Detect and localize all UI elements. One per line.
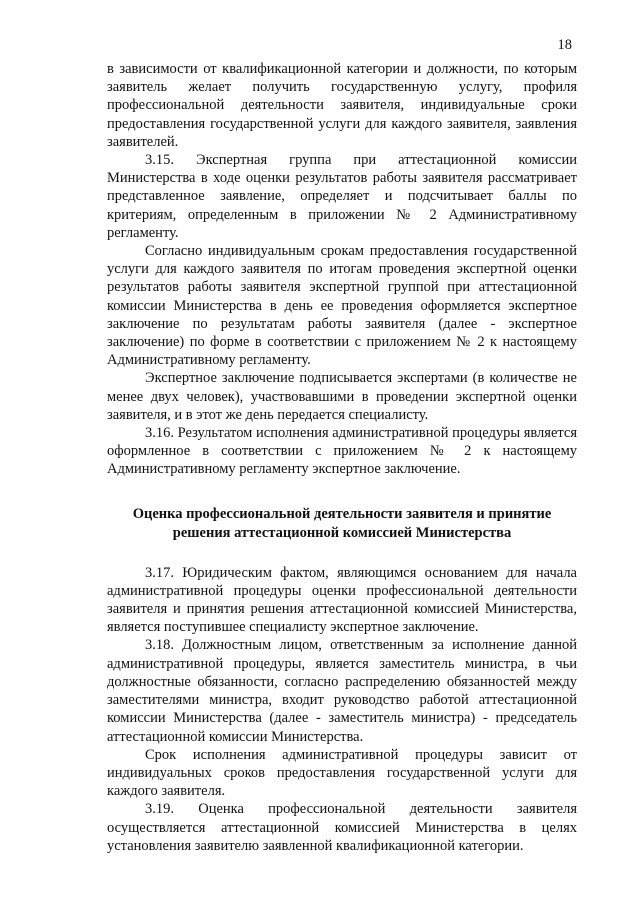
- paragraph-deadline: Срок исполнения административной процедуры зависит от индивидуальных сроков предоставления государственной услуги для каждого заявителя.: [107, 746, 577, 800]
- section-heading-line-2: решения аттестационной комиссией Министерства: [172, 524, 512, 541]
- document-body: [107, 60, 577, 855]
- page-number: 18: [557, 37, 572, 53]
- paragraph-continuation: в зависимости от квалификационной категории и должности, по которым заявитель желает получить государственную услугу, профиля профессиональной деятельности заявителя, индивидуальные сроки предоставления государственной услуги для каждого заявителя, заявления заявителей.: [107, 61, 577, 150]
- paragraph-3-19: 3.19. Оценка профессиональной деятельности заявителя осуществляется аттестационной комиссией Министерства в целях установления заявителю заявленной квалификационной категории.: [107, 801, 577, 854]
- paragraph-individual-terms: Согласно индивидуальным срокам предоставления государственной услуги для каждого заявителя по итогам проведения экспертной оценки результатов работы заявителя экспертной группой при аттестационной комиссии Министерства в день ее проведения оформляется экспертное заключение по результатам работы заявителя (далее - экспертное заключение) по форме в соответствии с приложением № 2 к настоящему Административному регламенту.: [107, 243, 577, 369]
- section-heading: [107, 505, 577, 543]
- paragraph-3-15: 3.15. Экспертная группа при аттестационной комиссии Министерства в ходе оценки результатов работы заявителя рассматривает представленное заявление, определяет и подсчитывает баллы по критериям, определенным в приложении № 2 Административному регламенту.: [107, 152, 577, 241]
- paragraph-3-17: 3.17. Юридическим фактом, являющимся основанием для начала административной процедуры оценки профессиональной деятельности заявителя и принятия решения аттестационной комиссией Министерства, является поступившее специалисту экспертное заключение.: [107, 564, 577, 636]
- paragraph-3-16: 3.16. Результатом исполнения административной процедуры является оформленное в соответствии с приложением № 2 к настоящему Административному регламенту экспертное заключение.: [107, 425, 577, 478]
- section-heading-line-1: Оценка профессиональной деятельности заявителя и принятие: [132, 505, 552, 522]
- paragraph-3-18: 3.18. Должностным лицом, ответственным за исполнение данной административной процедуры, является заместитель министра, в чьи должностные обязанности, согласно распределению обязанностей между заместителями министра, входит руководство работой аттестационной комиссии Министерства (далее - заместитель министра) - председатель аттестационной комиссии Министерства.: [107, 637, 577, 745]
- paragraph-expert-signature: Экспертное заключение подписывается экспертами (в количестве не менее двух человек), участвовавшими в проведении экспертной оценки заявителя, и в этот же день передается специалисту.: [107, 370, 577, 423]
